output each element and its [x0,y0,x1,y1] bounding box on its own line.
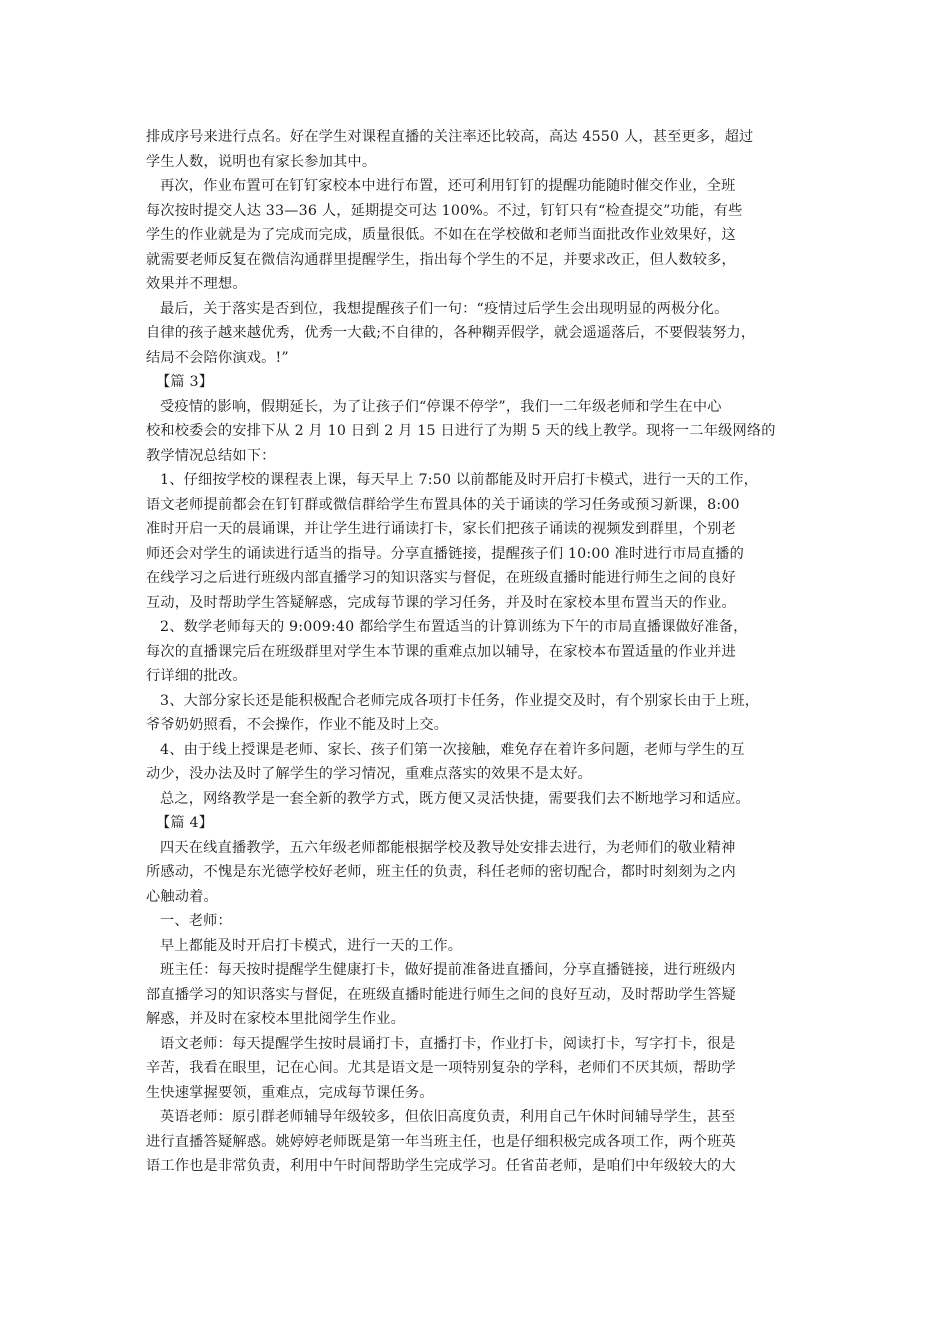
section-heading [146,811,814,836]
paragraph [146,395,814,469]
text-line: 2、数学老师每天的 9:009:40 都给学生布置适当的计算训练为下午的市局直播课做好准备， [160,619,748,635]
text-line: 教学情况总结如下： [146,447,276,464]
paragraph [146,689,814,738]
paragraph [146,615,814,689]
text-line: 最后，关于落实是否到位，我想提醒孩子们一句：“疫情过后学生会出现明显的两极分化。 [160,300,729,317]
document-page [146,125,814,1179]
text-line: 受疫情的影响，假期延长，为了让孩子们“停课不停学”，我们一二年级老师和学生在中心 [160,398,722,415]
text-line: 排成序号来进行点名。好在学生对课程直播的关注率还比较高，高达 4550 人，甚至更多，超过 [146,129,754,145]
text-line: 四天在线直播教学，五六年级老师都能根据学校及教导处安排去进行，为老师们的敬业精神 [160,839,736,856]
text-line: 语文老师提前都会在钉钉群或微信群给学生布置具体的关于诵读的学习任务或预习新课，8:00 [146,496,740,513]
paragraph [146,934,814,959]
text-line: 语文老师：每天提醒学生按时晨诵打卡，直播打卡，作业打卡，阅读打卡，写字打卡，很是 [160,1035,736,1052]
text-line: 自律的孩子越来越优秀，优秀一大截;不自律的，各种糊弄假学，就会遥遥落后，不要假装努力， [146,325,756,341]
text-line: 【篇 4】 [156,815,214,831]
section-heading [146,370,814,395]
text-line: 学生人数，说明也有家长参加其中。 [146,153,377,170]
paragraph [146,297,814,371]
text-line: 心触动着。 [146,888,218,905]
paragraph [146,174,814,297]
text-line: 解惑，并及时在家校本里批阅学生作业。 [146,1011,405,1027]
text-line: 再次，作业布置可在钉钉家校本中进行布置，还可利用钉钉的提醒功能随时催交作业，全班 [160,178,736,194]
paragraph [146,125,814,174]
text-line: 互动，及时帮助学生答疑解惑，完成每节课的学习任务，并及时在家校本里布置当天的作业。 [146,594,736,611]
text-line: 效果并不理想。 [146,276,247,292]
text-line: 语工作也是非常负责，利用中午时间帮助学生完成学习。任省苗老师，是咱们中年级较大的大 [146,1158,736,1174]
text-line: 所感动，不愧是东光德学校好老师，班主任的负责，科任老师的密切配合，都时时刻刻为之内 [146,864,736,880]
text-line: 校和校委会的安排下从 2 月 10 日到 2 月 15 日进行了为期 5 天的线上教学。现将一二年级网络的 [146,423,776,439]
text-line: 4、由于线上授课是老师、家长、孩子们第一次接触，难免存在着许多问题，老师与学生的互 [160,741,745,758]
paragraph [146,468,814,615]
text-line: 爷爷奶奶照看，不会操作，作业不能及时上交。 [146,717,449,733]
paragraph [146,958,814,1032]
paragraph [146,909,814,934]
text-line: 班主任：每天按时提醒学生健康打卡，做好提前准备进直播间，分享直播链接，进行班级内 [160,962,736,978]
text-line: 3、大部分家长还是能积极配合老师完成各项打卡任务，作业提交及时，有个别家长由于上班， [160,692,760,709]
paragraph [146,1105,814,1179]
text-line: 总之，网络教学是一套全新的教学方式，既方便又灵活快捷，需要我们去不断地学习和适应。 [160,790,750,807]
text-line: 1、仔细按学校的课程表上课，每天早上 7:50 以前都能及时开启打卡模式，进行一天的工作， [160,472,759,488]
text-line: 进行直播答疑解惑。姚婷婷老师既是第一年当班主任，也是仔细积极完成各项工作，两个班英 [146,1133,736,1150]
text-line: 动少，没办法及时了解学生的学习情况，重难点落实的效果不是太好。 [146,766,593,782]
text-line: 结局不会陪你演戏。!” [146,349,289,366]
paragraph [146,1032,814,1106]
text-line: 在线学习之后进行班级内部直播学习的知识落实与督促，在班级直播时能进行师生之间的良好 [146,570,736,586]
paragraph [146,836,814,910]
text-line: 【篇 3】 [156,374,214,390]
text-line: 师还会对学生的诵读进行适当的指导。分享直播链接，提醒孩子们 10:00 准时进行市局直播的 [146,545,745,562]
text-line: 部直播学习的知识落实与督促，在班级直播时能进行师生之间的良好互动，及时帮助学生答疑 [146,986,736,1003]
text-line: 早上都能及时开启打卡模式，进行一天的工作。 [160,937,463,954]
paragraph [146,787,814,812]
text-line: 英语老师：原引群老师辅导年级较多，但依旧高度负责，利用自己午休时间辅导学生，甚至 [160,1109,736,1125]
text-line: 就需要老师反复在微信沟通群里提醒学生，指出每个学生的不足，并要求改正，但人数较多， [146,251,736,268]
text-line: 每次的直播课完后在班级群里对学生本节课的重难点加以辅导，在家校本布置适量的作业并进 [146,643,736,660]
text-line: 辛苦，我看在眼里，记在心间。尤其是语文是一项特别复杂的学科，老师们不厌其烦，帮助学 [146,1060,736,1076]
text-line: 准时开启一天的晨诵课，并让学生进行诵读打卡，家长们把孩子诵读的视频发到群里，个别老 [146,521,736,537]
text-line: 每次按时提交人达 33—36 人，延期提交可达 100%。不过，钉钉只有“检查提交”功能，有些 [146,202,743,219]
paragraph [146,738,814,787]
text-line: 行详细的批改。 [146,668,247,684]
text-line: 学生的作业就是为了完成而完成，质量很低。不如在在学校做和老师当面批改作业效果好，这 [146,227,736,243]
text-line: 一、老师： [160,913,232,929]
text-line: 生快速掌握要领，重难点，完成每节课任务。 [146,1084,434,1101]
